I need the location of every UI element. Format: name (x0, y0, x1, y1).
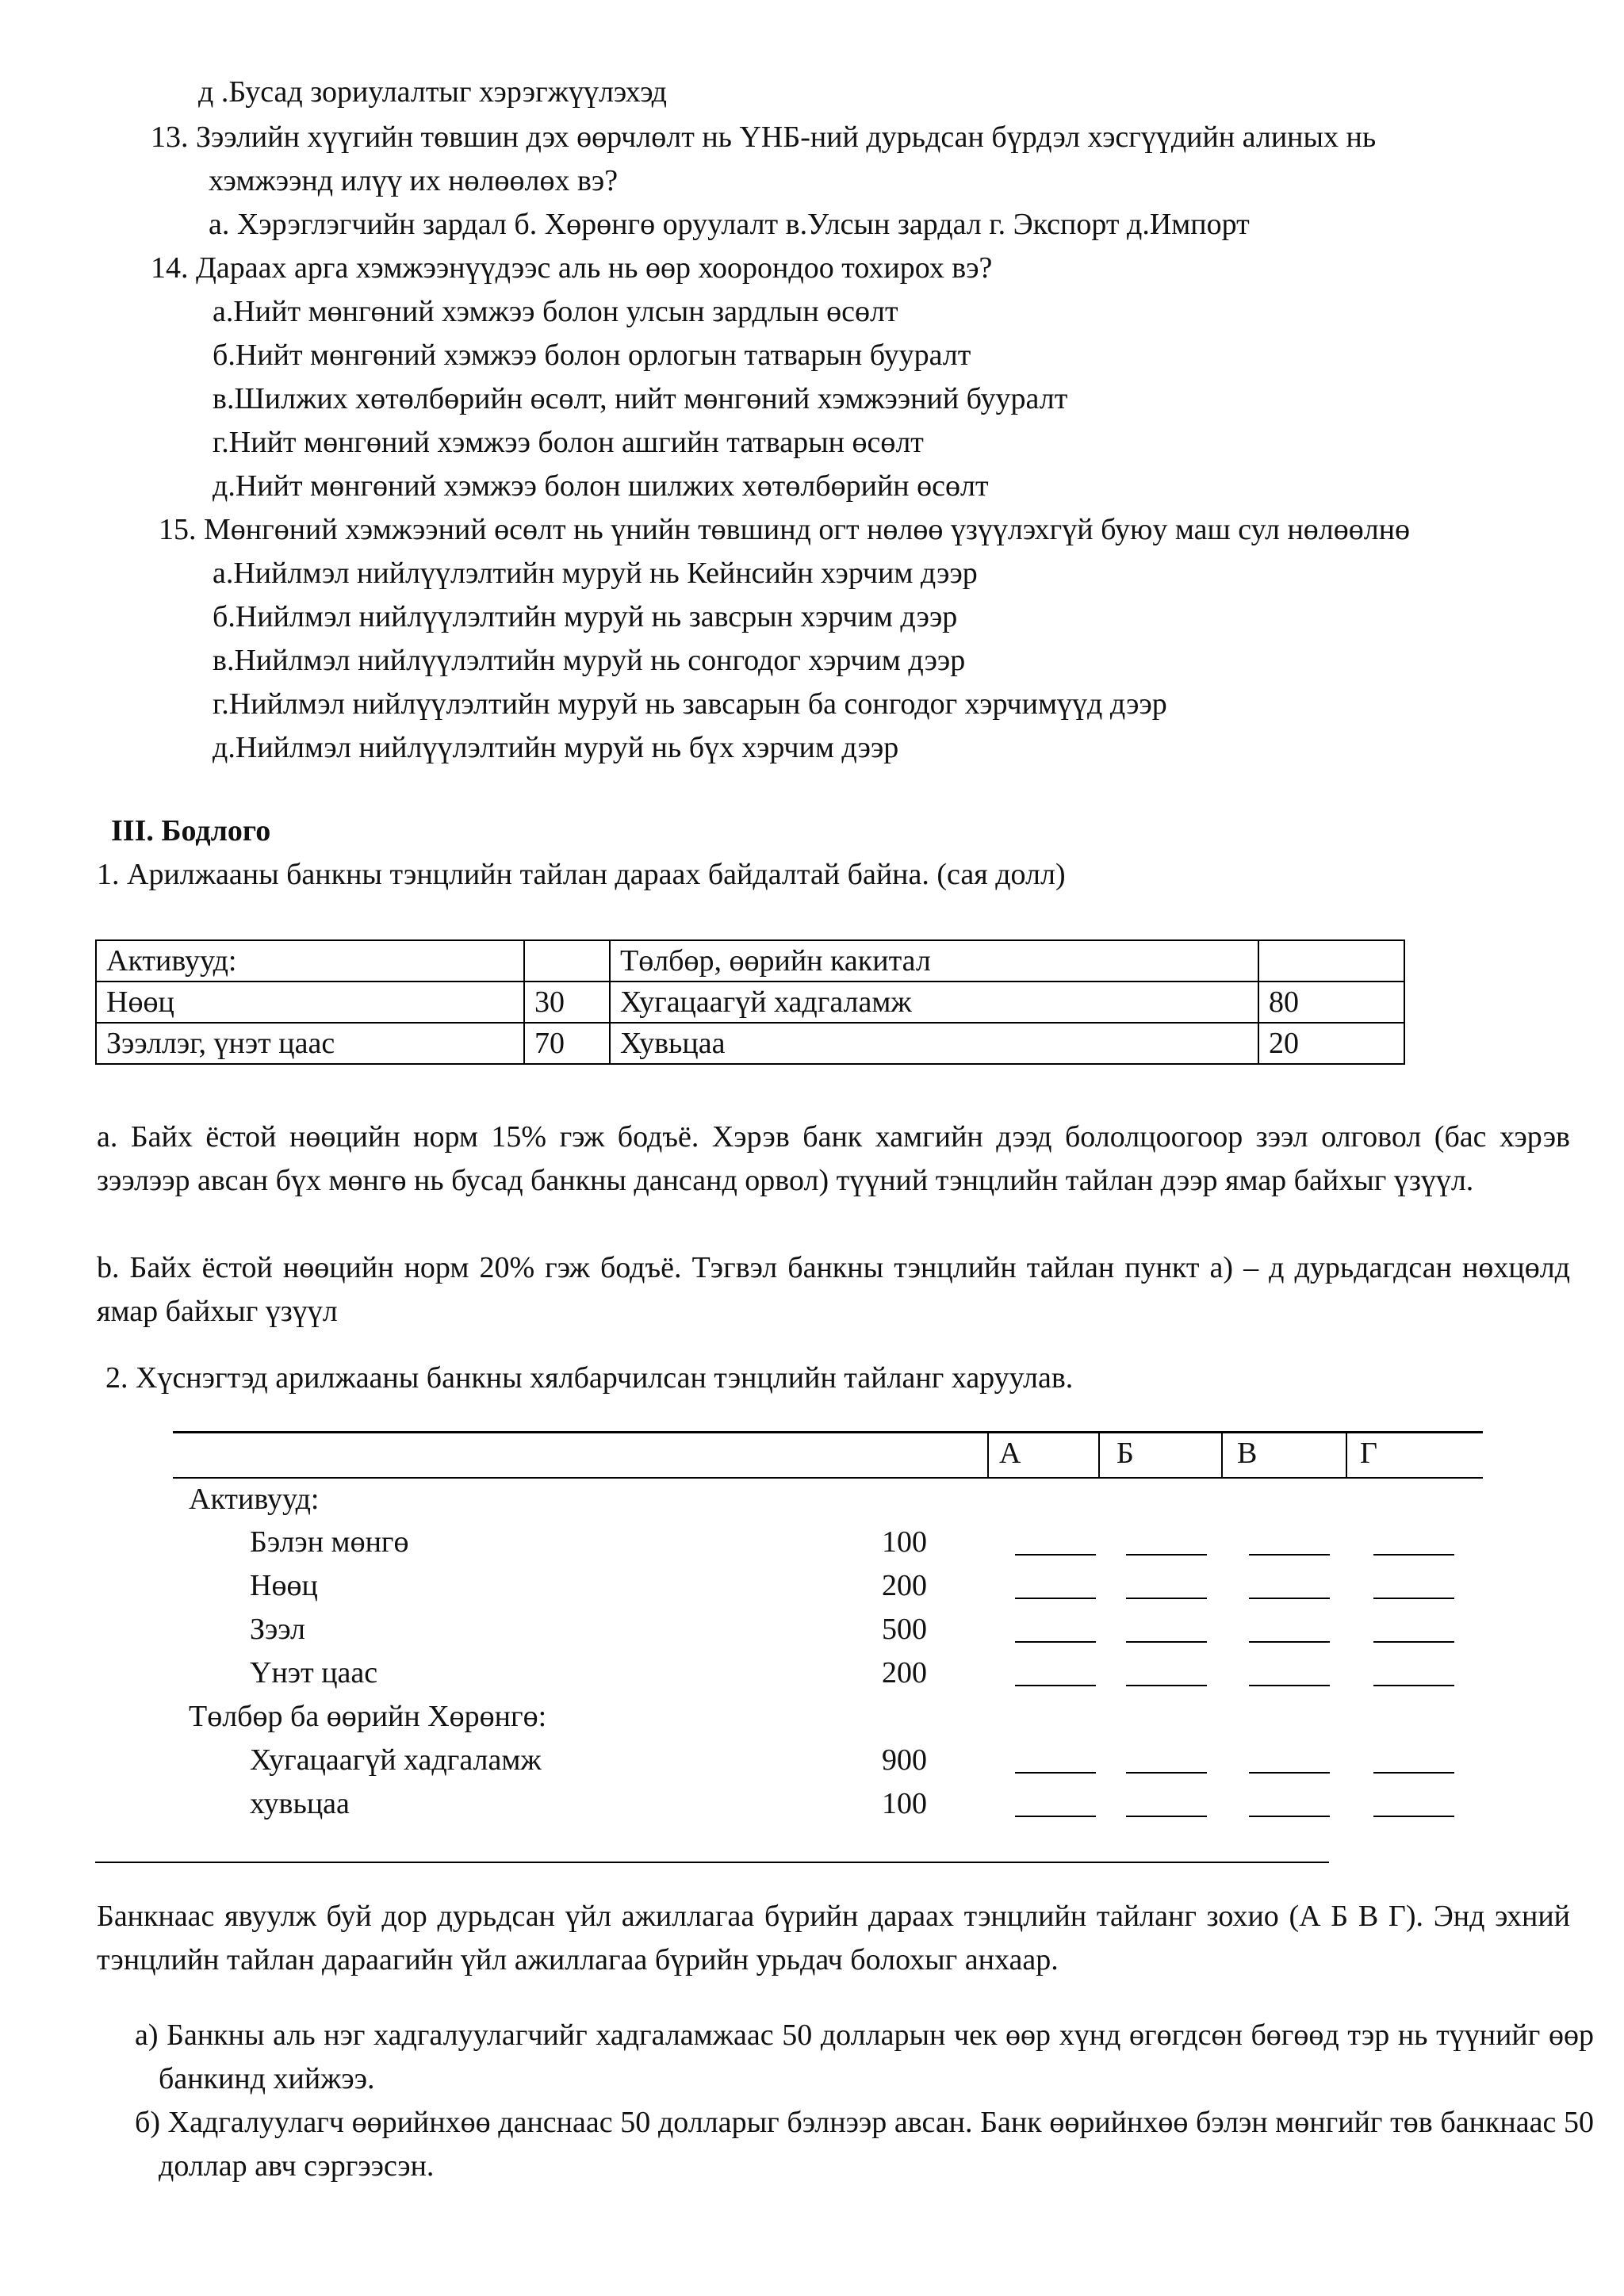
row-value: 200 (882, 1656, 927, 1689)
column-header-v: В (1237, 1437, 1258, 1470)
row-value: 900 (882, 1743, 927, 1777)
row-label: Зээл (250, 1613, 305, 1646)
column-separator (1346, 1431, 1347, 1477)
answer-blank (1249, 1772, 1330, 1774)
answer-blank (1373, 1554, 1454, 1556)
row-label: хувьцаа (250, 1787, 350, 1820)
q13-text-line2: хэмжээнд илүү их нөлөөлөх вэ? (209, 164, 619, 197)
table-row (96, 1023, 1404, 1064)
table-rule-header (173, 1477, 1483, 1479)
table-cell: Активууд: (96, 940, 524, 982)
column-header-a: А (999, 1437, 1021, 1470)
answer-blank (1373, 1816, 1454, 1817)
q15-option: в.Нийлмэл нийлүүлэлтийн муруй нь сонгодог хэрчим дээр (213, 644, 966, 677)
answer-blank (1015, 1554, 1096, 1556)
table-cell: 70 (524, 1023, 610, 1064)
column-header-g: Г (1360, 1437, 1377, 1470)
section-heading: III. Бодлого (111, 814, 271, 848)
table-cell: Хугацаагүй хадгаламж (610, 982, 1258, 1023)
answer-blank (1373, 1641, 1454, 1643)
row-label: Хугацаагүй хадгаламж (250, 1743, 542, 1777)
answer-blank (1015, 1772, 1096, 1774)
column-separator (1098, 1431, 1100, 1477)
answer-blank (1015, 1816, 1096, 1817)
item-a-text: а) Банкны аль нэг хадгалуулагчийг хадгаламжаас 50 долларын чек өөр хүнд өгөгдсөн бөгөөд тэр нь түүнийг өөр банкинд хийжээ. (135, 2019, 1594, 2095)
assets-label: Активууд: (189, 1483, 320, 1516)
table-cell: Зээллэг, үнэт цаас (96, 1023, 524, 1064)
liabilities-label: Төлбөр ба өөрийн Хөрөнгө: (189, 1700, 547, 1733)
row-value: 500 (882, 1613, 927, 1646)
answer-blank (1249, 1554, 1330, 1556)
answer-blank (1126, 1816, 1207, 1817)
answer-blank (1126, 1772, 1207, 1774)
answer-blank (1015, 1685, 1096, 1686)
problem2-intro: 2. Хүснэгтэд арилжааны банкны хялбарчилсан тэнцлийн тайланг харуулав. (105, 1361, 1074, 1395)
q12-option-d: д .Бусад зориулалтыг хэрэгжүүлэхэд (198, 75, 667, 109)
table-cell (524, 940, 610, 982)
table-rule-bottom (95, 1862, 1329, 1863)
answer-blank (1373, 1685, 1454, 1686)
q13-options: а. Хэрэглэгчийн зардал б. Хөрөнгө оруулалт в.Улсын зардал г. Экспорт д.Импорт (209, 208, 1250, 241)
q15-option: б.Нийлмэл нийлүүлэлтийн муруй нь завсрын хэрчим дээр (213, 600, 958, 633)
item-b-text: б) Хадгалуулагч өөрийнхөө данснаас 50 долларыг бэлнээр авсан. Банк өөрийнхөө бэлэн мөнгийг төв банкнаас 50 доллар авч сэргээсэн. (135, 2106, 1594, 2183)
q15-option: г.Нийлмэл нийлүүлэлтийн муруй нь завсарын ба сонгодог хэрчимүүд дээр (213, 687, 1167, 721)
table-cell: 20 (1258, 1023, 1404, 1064)
q15-option: а.Нийлмэл нийлүүлэлтийн муруй нь Кейнсийн хэрчим дээр (213, 557, 978, 590)
row-value: 100 (882, 1787, 927, 1820)
q15-text: 15. Мөнгөний хэмжээний өсөлт нь үнийн төвшинд огт нөлөө үзүүлэхгүй буюу маш сул нөлөөлнө (159, 513, 1411, 546)
column-separator (1221, 1431, 1223, 1477)
problem2-instruction: Банкнаас явуулж буй дор дурьдсан үйл ажиллагаа бүрийн дараах тэнцлийн тайланг зохио (А Б В Г). Энд эхний тэнцлийн тайлан дараагийн үйл ажиллагаа бүрийн урьдач болохыг анхаар. (97, 1900, 1570, 1976)
row-label: Үнэт цаас (250, 1656, 378, 1689)
table-cell: Хувьцаа (610, 1023, 1258, 1064)
table-cell (1258, 940, 1404, 982)
row-value: 200 (882, 1569, 927, 1602)
answer-blank (1126, 1641, 1207, 1643)
table-cell: 80 (1258, 982, 1404, 1023)
answer-blank (1126, 1598, 1207, 1599)
answer-blank (1249, 1816, 1330, 1817)
table-row (96, 982, 1404, 1023)
row-label: Нөөц (250, 1569, 318, 1602)
table-cell: Төлбөр, өөрийн какитал (610, 940, 1258, 982)
problem2-item-a (135, 2014, 1594, 2101)
answer-blank (1249, 1641, 1330, 1643)
q14-text: 14. Дараах арга хэмжээнүүдээс аль нь өөр хоорондоо тохирох вэ? (151, 251, 993, 285)
table-cell: 30 (524, 982, 610, 1023)
table-header-row (96, 940, 1404, 982)
column-header-b: Б (1116, 1437, 1134, 1470)
answer-blank (1249, 1685, 1330, 1686)
problem1-part-b: b. Байх ёстой нөөцийн норм 20% гэж бодъё. Тэгвэл банкны тэнцлийн тайлан пункт а) – д дурьдагдсан нөхцөлд ямар байхыг үзүүл (97, 1251, 1570, 1328)
q15-option: д.Нийлмэл нийлүүлэлтийн муруй нь бүх хэрчим дээр (213, 731, 899, 764)
answer-blank (1249, 1598, 1330, 1599)
balance-sheet-table (95, 939, 1405, 1065)
q14-option: б.Нийт мөнгөний хэмжээ болон орлогын татварын бууралт (213, 339, 971, 372)
answer-blank (1373, 1598, 1454, 1599)
column-separator (987, 1431, 989, 1477)
table-rule-top (173, 1431, 1483, 1433)
answer-blank (1126, 1685, 1207, 1686)
answer-blank (1373, 1772, 1454, 1774)
q14-option: в.Шилжих хөтөлбөрийн өсөлт, нийт мөнгөний хэмжээний бууралт (213, 382, 1068, 415)
table-cell: Нөөц (96, 982, 524, 1023)
q13-text-line1: 13. Зээлийн хүүгийн төвшин дэх өөрчлөлт нь ҮНБ-ний дурьдсан бүрдэл хэсгүүдийн алиных нь (151, 121, 1377, 154)
answer-blank (1015, 1598, 1096, 1599)
row-value: 100 (882, 1525, 927, 1559)
problem1-part-a: a. Байх ёстой нөөцийн норм 15% гэж бодъё. Хэрэв банк хамгийн дээд бололцоогоор зээл олговол (бас хэрэв зээлээр авсан бүх мөнгө нь бусад банкны дансанд орвол) түүний тэнцлийн тайлан дээр ямар байхыг үзүүл. (97, 1120, 1570, 1197)
q14-option: а.Нийт мөнгөний хэмжээ болон улсын зардлын өсөлт (213, 295, 898, 328)
q14-option: г.Нийт мөнгөний хэмжээ болон ашгийн татварын өсөлт (213, 426, 924, 459)
q14-option: д.Нийт мөнгөний хэмжээ болон шилжих хөтөлбөрийн өсөлт (213, 469, 989, 503)
answer-blank (1015, 1641, 1096, 1643)
problem2-item-b (135, 2101, 1594, 2188)
row-label: Бэлэн мөнгө (250, 1525, 409, 1559)
problem1-intro: 1. Арилжааны банкны тэнцлийн тайлан дараах байдалтай байна. (сая долл) (97, 858, 1066, 891)
answer-blank (1126, 1554, 1207, 1556)
